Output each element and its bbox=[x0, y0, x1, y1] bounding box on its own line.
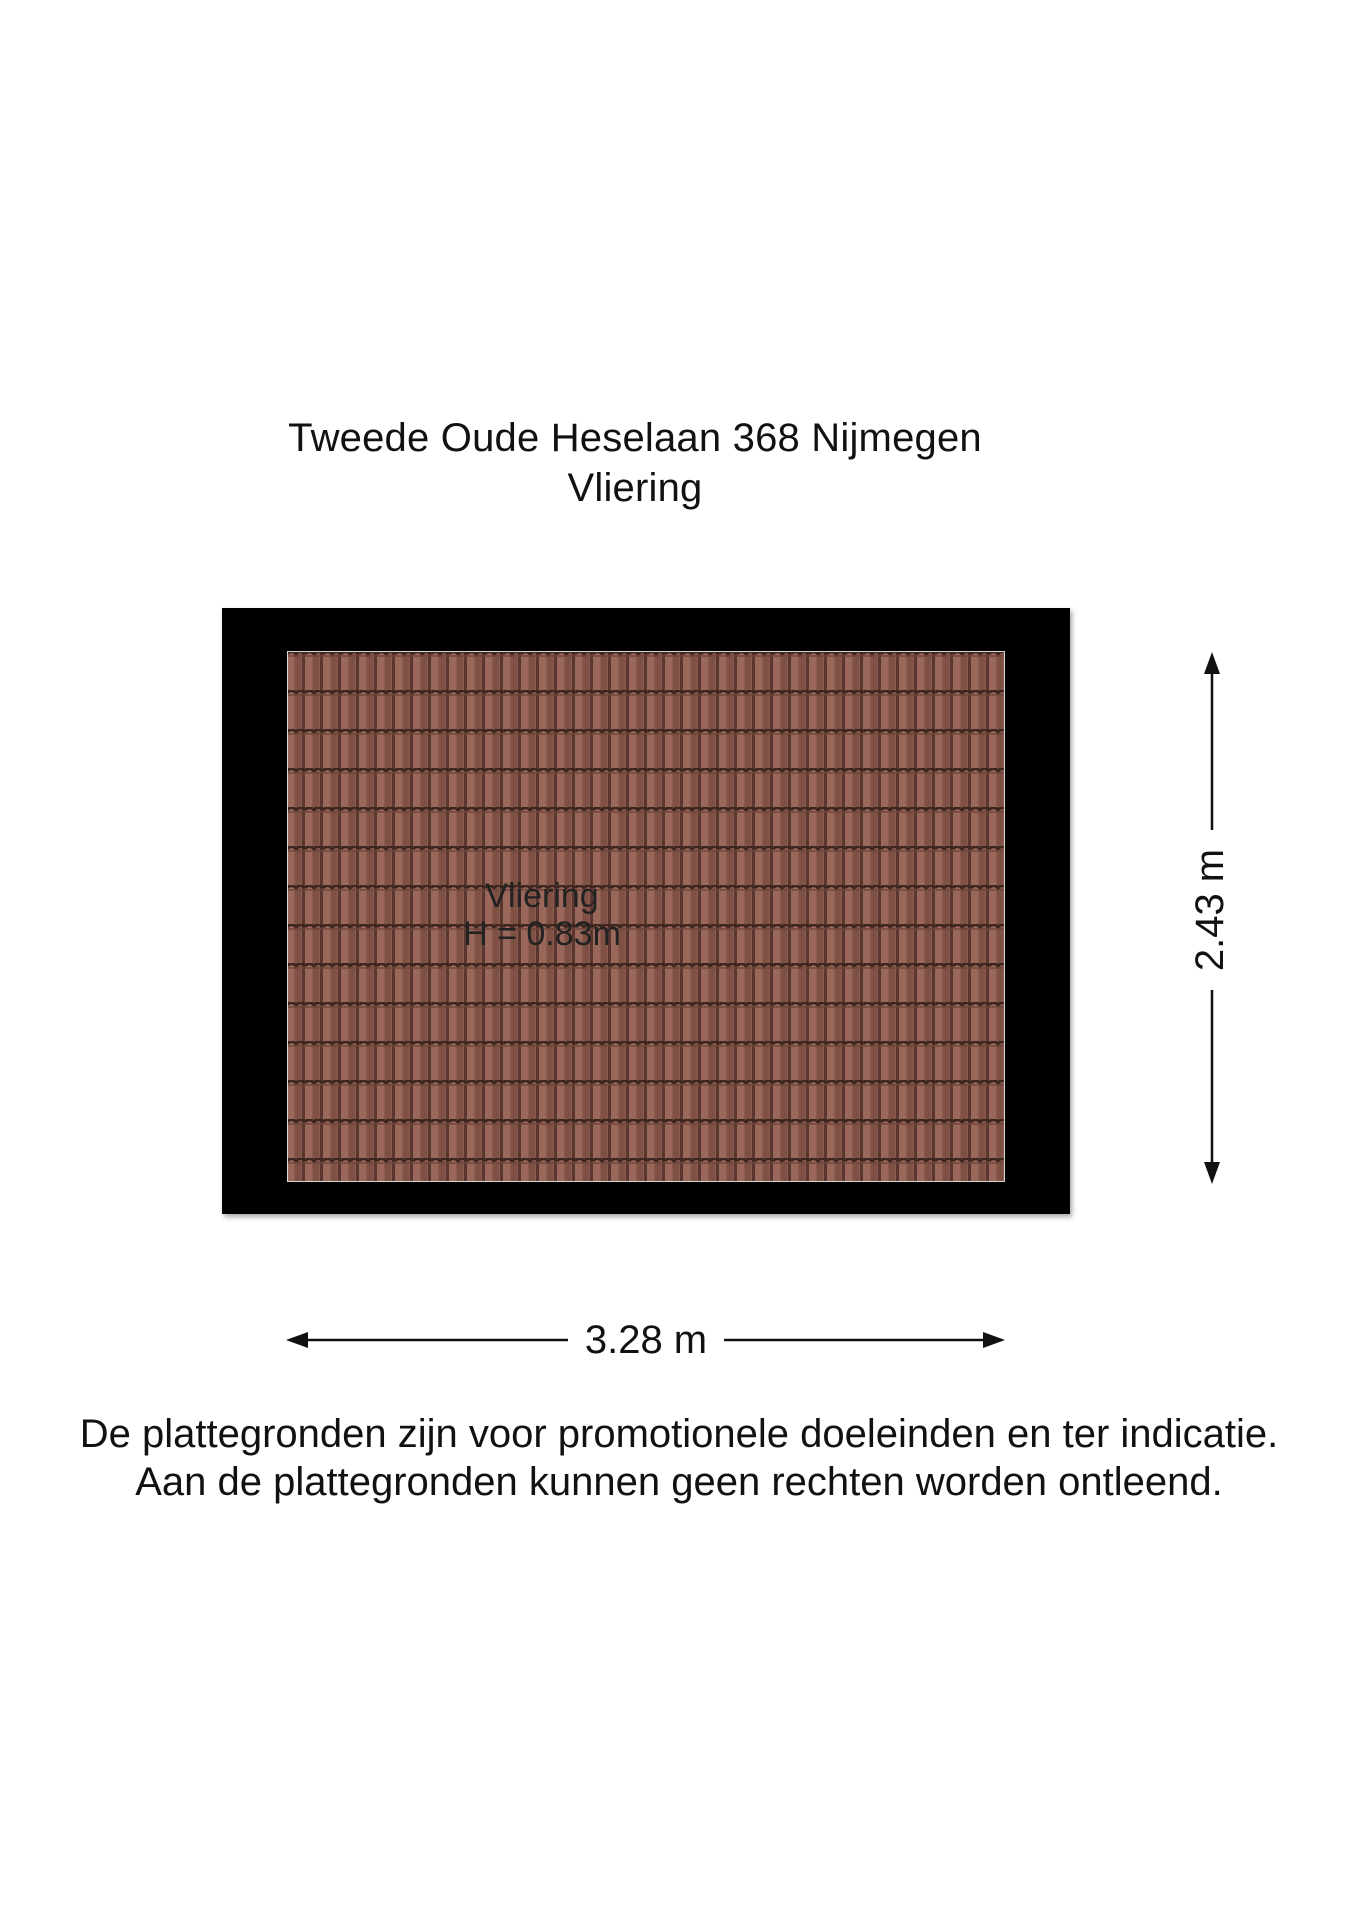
room-vliering bbox=[287, 651, 1005, 1182]
plan-floor-title: Vliering bbox=[567, 466, 703, 510]
room-label bbox=[422, 877, 662, 953]
room-height: H = 0.83m bbox=[463, 915, 621, 953]
depth-dimension-label: 2.43 m bbox=[1186, 830, 1234, 990]
disclaimer-line-2: Aan de plattegronden kunnen geen rechten worden ontleend. bbox=[135, 1460, 1223, 1504]
disclaimer-line-1: De plattegronden zijn voor promotionele doeleinden en ter indicatie. bbox=[79, 1412, 1279, 1456]
room-name: Vliering bbox=[485, 877, 599, 915]
plan-address-title: Tweede Oude Heselaan 368 Nijmegen bbox=[288, 416, 982, 460]
width-dimension-label: 3.28 m bbox=[568, 1316, 724, 1364]
